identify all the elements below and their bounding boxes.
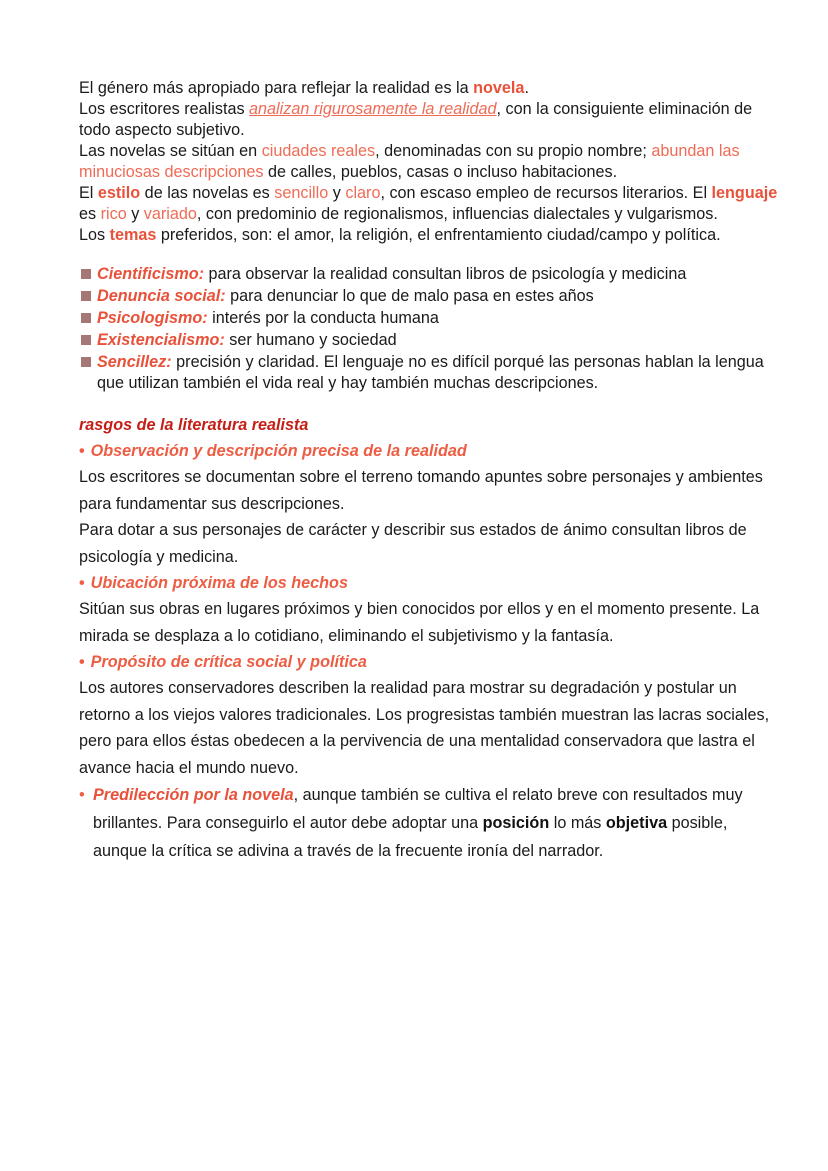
intro-text: preferidos, son: el amor, la religión, el enfrentamiento ciudad/campo y política. — [156, 226, 721, 244]
intro-text: Los — [79, 226, 110, 244]
intro-text: y — [126, 205, 144, 223]
highlight-estilo: estilo — [97, 184, 141, 202]
highlight-ciudades: ciudades reales — [261, 142, 376, 160]
list-item — [79, 308, 779, 329]
trait-body: Los autores conservadores describen la realidad para mostrar su degradación y postular un retorno a los viejos valores tradicionales. Los progresistas también muestran las lacras sociales, pero para ellos éstas obedecen a la pervivencia de una mentalidad conservadora que lastra el avance hacia el mundo nuevo. — [79, 679, 770, 777]
list-item — [79, 264, 779, 285]
trait-text: lo más — [549, 814, 606, 832]
trait-heading-text: Observación y descripción precisa de la realidad — [90, 442, 467, 460]
trait-text: , aunque también se cultiva el relato breve con resultados muy brillantes. Para conseguirlo el autor debe adoptar una — [93, 786, 743, 832]
highlight-lenguaje: lenguaje — [711, 184, 778, 202]
trait-heading-text: Predilección por la novela — [93, 786, 294, 804]
list-text: para denunciar lo que de malo pasa en estes años — [225, 287, 594, 305]
highlight-novela: novela — [473, 79, 525, 97]
intro-text: , con la consiguiente eliminación de todo aspecto subjetivo. — [79, 100, 753, 139]
list-term: Cientificismo: — [97, 265, 205, 283]
highlight-sencillo: sencillo — [274, 184, 329, 202]
trait-heading-text: Propósito de crítica social y política — [90, 653, 367, 671]
list-text: precisión y claridad. El lenguaje no es difícil porqué las personas hablan la lengua que utilizan también el vida real y hay también muchas descripciones. — [97, 353, 764, 392]
characteristics-list — [79, 264, 779, 394]
trait-body: Para dotar a sus personajes de carácter y describir sus estados de ánimo consultan libros de psicología y medicina. — [79, 521, 747, 566]
bullet-dot-icon: • — [79, 442, 85, 460]
intro-text: El — [79, 184, 98, 202]
square-bullet-icon — [81, 291, 91, 301]
square-bullet-icon — [81, 269, 91, 279]
list-item — [79, 352, 779, 394]
list-text: para observar la realidad consultan libros de psicología y medicina — [204, 265, 687, 283]
realism-traits-section — [79, 412, 779, 865]
intro-text: , con predominio de regionalismos, influencias dialectales y vulgarismos. — [196, 205, 718, 223]
intro-text: Los escritores realistas — [79, 100, 250, 118]
trait-text: posible, aunque la crítica se adivina a través de la frecuente ironía del narrador. — [93, 814, 728, 860]
intro-text: , denominadas con su propio nombre; — [375, 142, 652, 160]
document-page — [79, 78, 779, 865]
intro-text: es — [79, 205, 101, 223]
list-text: interés por la conducta humana — [207, 309, 439, 327]
bold-posicion: posición — [482, 814, 550, 832]
intro-text: , con escaso empleo de recursos literarios. El — [380, 184, 712, 202]
intro-paragraph — [79, 78, 779, 246]
section-title: rasgos de la literatura realista — [79, 416, 309, 434]
square-bullet-icon — [81, 313, 91, 323]
square-bullet-icon — [81, 357, 91, 367]
intro-text: de las novelas es — [140, 184, 275, 202]
highlight-analizan: analizan rigurosamente la realidad — [249, 100, 497, 118]
highlight-descripciones: abundan las minuciosas descripciones — [79, 142, 740, 181]
list-item — [79, 286, 779, 307]
bullet-dot-icon: • — [79, 786, 85, 804]
trait-body: Los escritores se documentan sobre el terreno tomando apuntes sobre personajes y ambientes para fundamentar sus descripciones. — [79, 468, 763, 513]
trait-heading-text: Ubicación próxima de los hechos — [90, 574, 348, 592]
list-text: ser humano y sociedad — [224, 331, 397, 349]
trait-last-paragraph — [79, 781, 779, 865]
list-term: Psicologismo: — [97, 309, 208, 327]
list-term: Denuncia social: — [97, 287, 226, 305]
list-item — [79, 330, 779, 351]
highlight-variado: variado — [143, 205, 197, 223]
intro-text: de calles, pueblos, casas o incluso habitaciones. — [263, 163, 618, 181]
highlight-temas: temas — [109, 226, 157, 244]
trait-heading — [79, 649, 779, 675]
list-term: Existencialismo: — [97, 331, 225, 349]
highlight-claro: claro — [345, 184, 381, 202]
intro-text: Las novelas se sitúan en — [79, 142, 262, 160]
trait-body: Sitúan sus obras en lugares próximos y bien conocidos por ellos y en el momento presente. La mirada se desplaza a lo cotidiano, eliminando el subjetivismo y la fantasía. — [79, 600, 760, 645]
intro-text: . — [524, 79, 529, 97]
bold-objetiva: objetiva — [605, 814, 668, 832]
intro-text: El género más apropiado para reflejar la realidad es la — [79, 79, 474, 97]
trait-heading — [79, 438, 779, 464]
intro-text: y — [328, 184, 346, 202]
square-bullet-icon — [81, 335, 91, 345]
trait-heading — [79, 570, 779, 596]
bullet-dot-icon: • — [79, 574, 85, 592]
bullet-dot-icon: • — [79, 653, 85, 671]
highlight-rico: rico — [100, 205, 127, 223]
list-term: Sencillez: — [97, 353, 172, 371]
